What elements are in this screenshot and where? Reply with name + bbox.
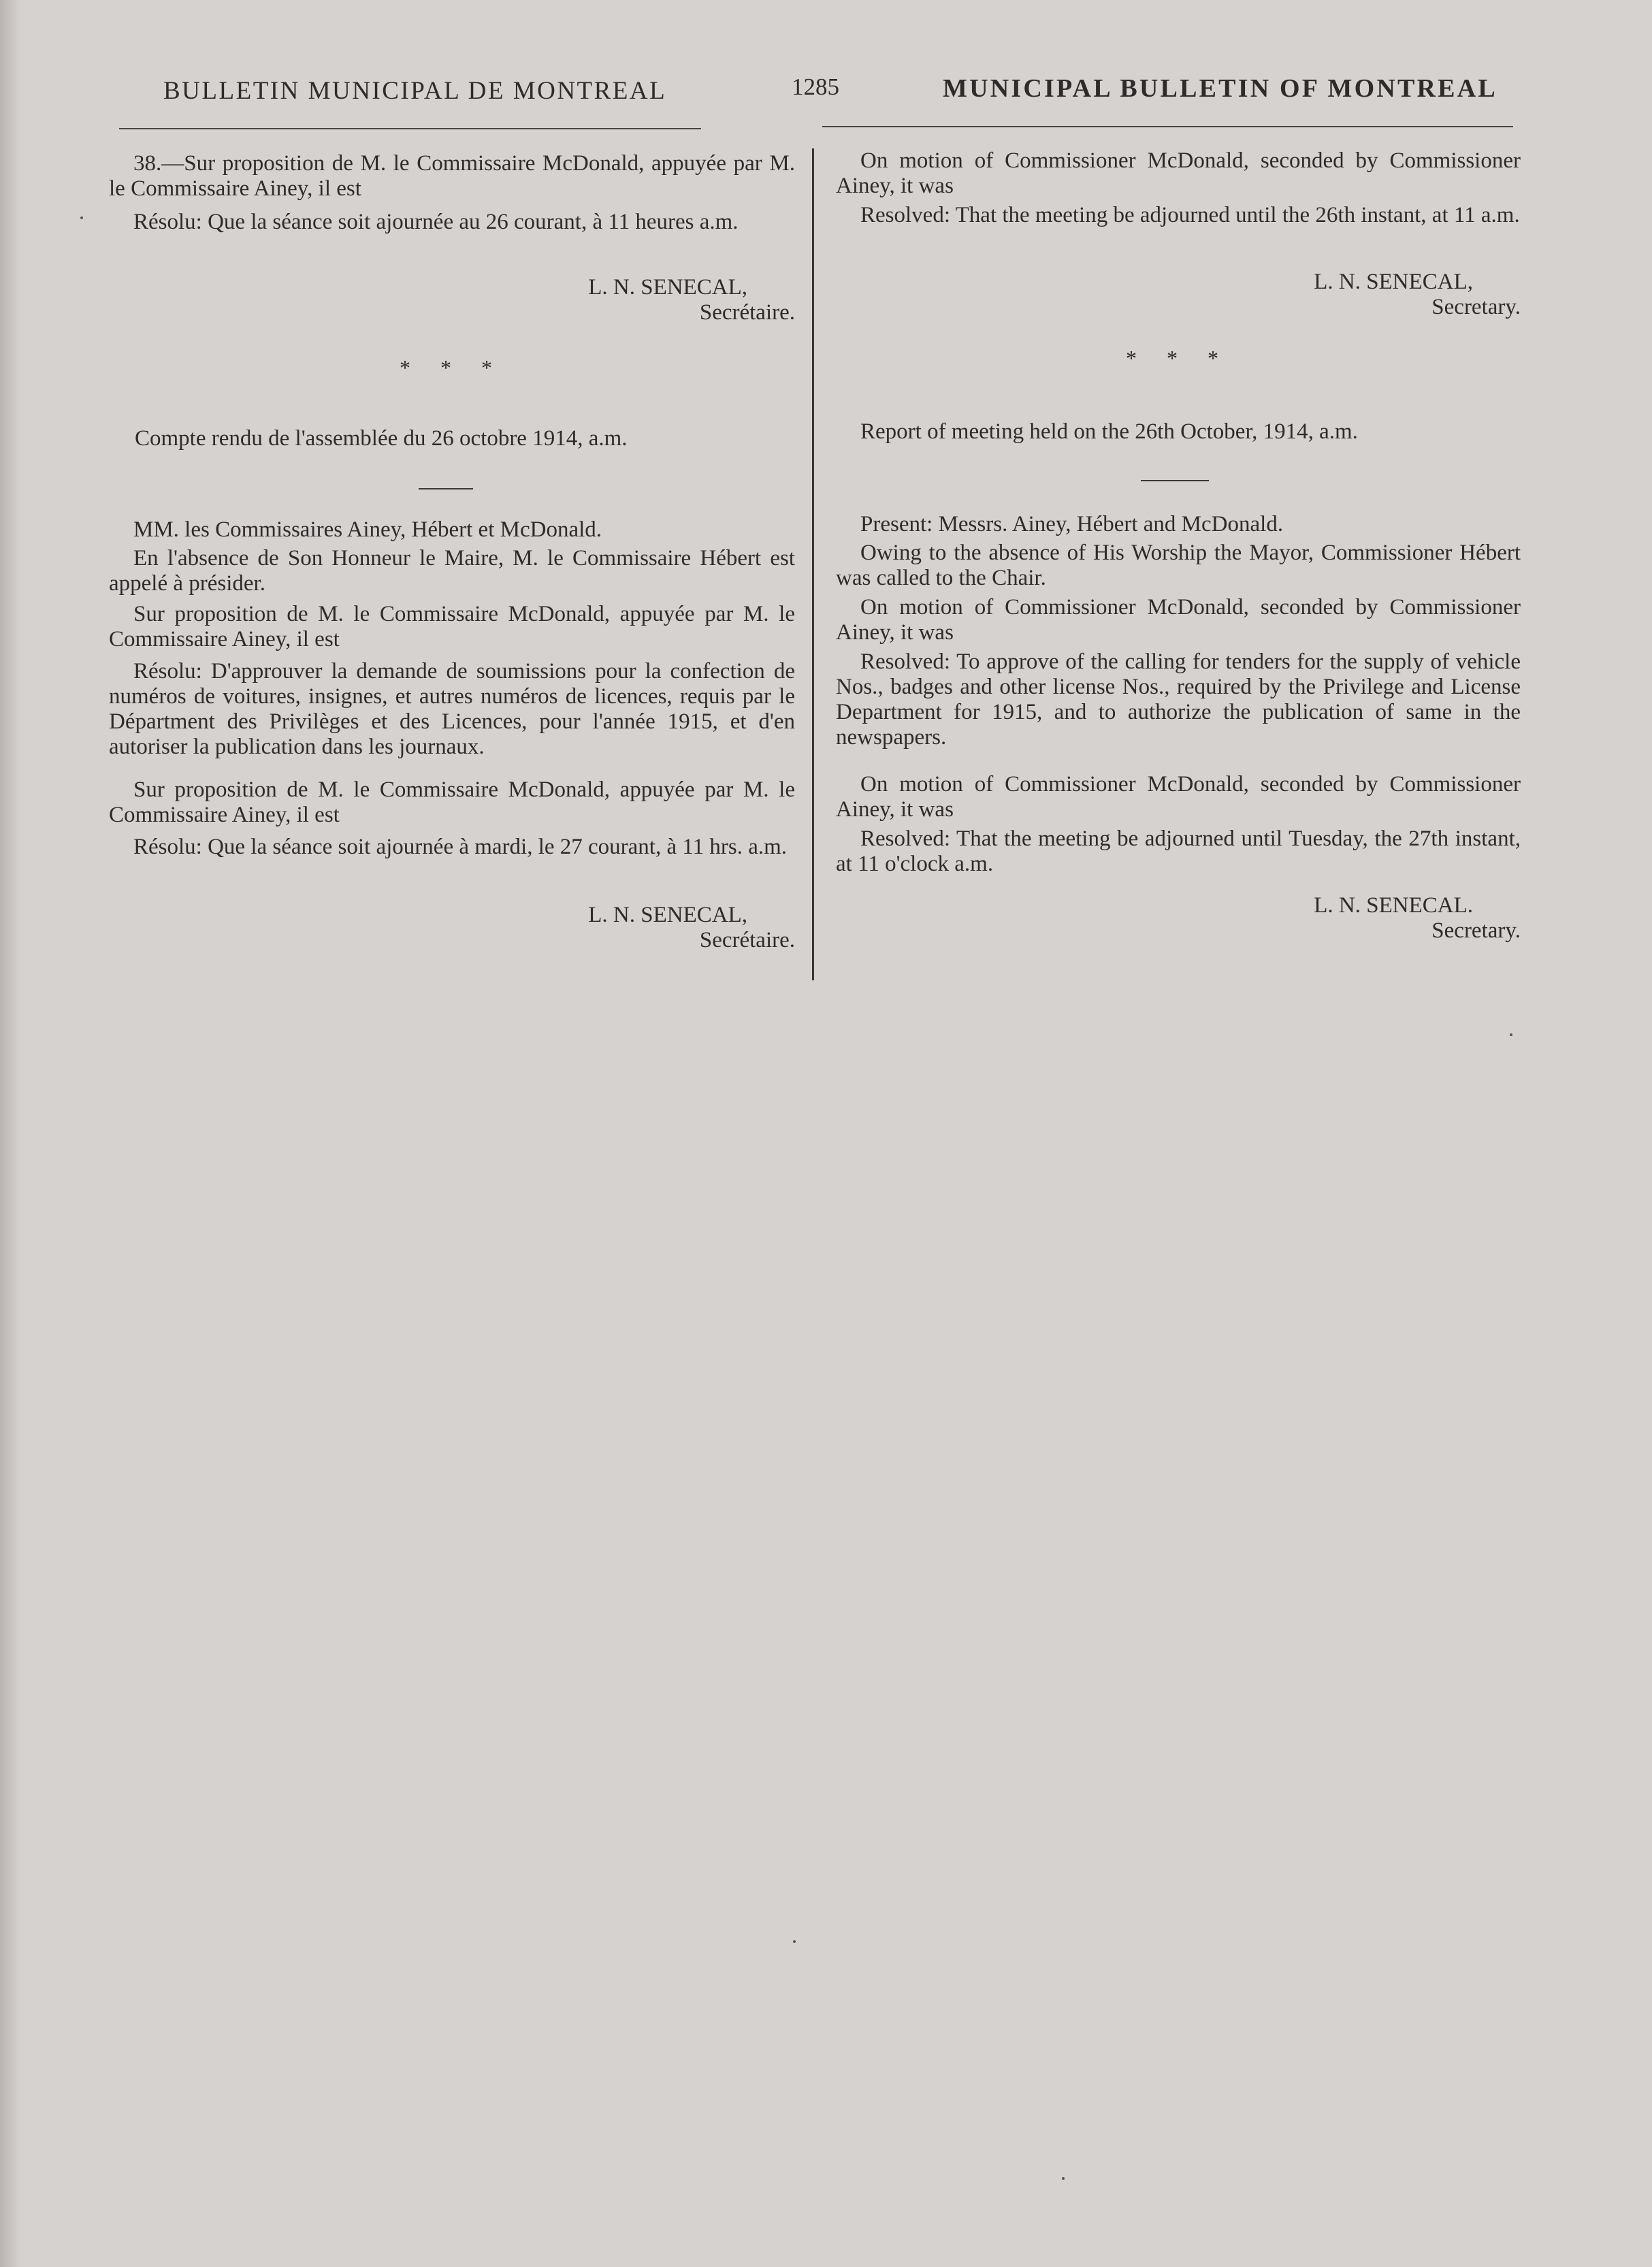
fr-resolution-2 (109, 659, 795, 760)
fr-signature-2 (109, 903, 795, 953)
en-absence (836, 541, 1521, 591)
paper-speck (80, 216, 83, 219)
fr-motion-2 (109, 602, 795, 652)
header-title-english: MUNICIPAL BULLETIN OF MONTREAL (943, 74, 1497, 103)
fr-motion-1 (109, 151, 795, 202)
en-motion-1-text: On motion of Commissioner McDonald, seconded by Commissioner Ainey, it was (836, 148, 1521, 198)
paper-speck (1062, 2177, 1065, 2180)
en-resolution-2 (836, 649, 1521, 750)
header-rule-right (822, 126, 1513, 127)
fr-signature-1 (109, 275, 795, 325)
en-resolution-2-text: Resolved: To approve of the calling for tenders for the supply of vehicle Nos., badges and other license Nos., required by the Privilege and License Department for 1915, and to authorize the publication of same in the newspapers. (836, 649, 1521, 750)
en-resolution-3-text: Resolved: That the meeting be adjourned until Tuesday, the 27th instant, at 11 o'clock a.m. (836, 826, 1521, 876)
fr-absence-text: En l'absence de Son Honneur le Maire, M. le Commissaire Hébert est appelé à présider. (109, 546, 795, 596)
en-present-text: Present: Messrs. Ainey, Hébert and McDonald. (860, 512, 1284, 536)
fr-resolution-1 (109, 210, 795, 235)
en-resolution-3 (836, 826, 1521, 877)
en-motion-2-text: On motion of Commissioner McDonald, seconded by Commissioner Ainey, it was (836, 595, 1521, 645)
en-signature-1-title: Secretary. (1431, 295, 1521, 319)
en-motion-2 (836, 595, 1521, 645)
fr-resolution-2-text: Résolu: D'approuver la demande de soumissions pour la confection de numéros de voitures, insignes, et autres numéros de licences, requis par le Départment des Privilèges et des Licences, pour l'année 1915, et d'en autoriser la publication dans les journaux. (109, 659, 795, 759)
en-separator: * * * (1126, 346, 1231, 370)
page-number: 1285 (792, 74, 839, 100)
en-motion-1 (836, 148, 1521, 199)
en-signature-2 (836, 893, 1521, 944)
fr-present (109, 517, 795, 543)
en-signature-1 (836, 270, 1521, 320)
fr-motion-3 (109, 777, 795, 828)
paper-speck (1510, 1033, 1512, 1036)
fr-motion-3-text: Sur proposition de M. le Commissaire McDonald, appuyée par M. le Commissaire Ainey, il est (109, 777, 795, 827)
en-present (836, 512, 1521, 537)
en-report-title-text: Report of meeting held on the 26th October, 1914, a.m. (860, 419, 1358, 444)
fr-report-title-text: Compte rendu de l'assemblée du 26 octobre 1914, a.m. (135, 426, 628, 451)
fr-report-title (109, 426, 795, 451)
en-short-rule (1141, 480, 1209, 481)
fr-signature-1-title: Secrétaire. (699, 300, 795, 325)
en-signature-2-title: Secretary. (1431, 918, 1521, 943)
en-signature-2-name: L. N. SENECAL. (1314, 893, 1473, 918)
fr-short-rule (419, 488, 473, 489)
column-divider (812, 148, 814, 980)
fr-signature-1-name: L. N. SENECAL, (588, 275, 747, 300)
fr-present-text: MM. les Commissaires Ainey, Hébert et McDonald. (133, 517, 602, 542)
fr-separator: * * * (400, 355, 504, 380)
fr-signature-2-name: L. N. SENECAL, (588, 903, 747, 927)
fr-resolution-3 (109, 835, 795, 860)
page-edge-shadow (0, 0, 20, 2267)
en-resolution-1 (836, 203, 1521, 228)
page-header (0, 68, 1652, 123)
fr-signature-2-title: Secrétaire. (699, 928, 795, 952)
paper-speck (793, 1940, 796, 1943)
fr-absence (109, 546, 795, 596)
header-title-french: BULLETIN MUNICIPAL DE MONTREAL (163, 77, 667, 105)
en-report-title (836, 419, 1521, 445)
fr-motion-2-text: Sur proposition de M. le Commissaire McDonald, appuyée par M. le Commissaire Ainey, il est (109, 602, 795, 652)
fr-motion-1-text: 38.—Sur proposition de M. le Commissaire McDonald, appuyée par M. le Commissaire Ainey, il est (109, 151, 795, 201)
header-rule-left (119, 128, 701, 129)
fr-resolution-1-text: Résolu: Que la séance soit ajournée au 26 courant, à 11 heures a.m. (133, 210, 739, 234)
en-motion-3-text: On motion of Commissioner McDonald, seconded by Commissioner Ainey, it was (836, 772, 1521, 822)
en-motion-3 (836, 772, 1521, 822)
en-signature-1-name: L. N. SENECAL, (1314, 270, 1473, 294)
fr-resolution-3-text: Résolu: Que la séance soit ajournée à mardi, le 27 courant, à 11 hrs. a.m. (133, 835, 788, 859)
en-resolution-1-text: Resolved: That the meeting be adjourned until the 26th instant, at 11 a.m. (860, 203, 1520, 227)
en-absence-text: Owing to the absence of His Worship the Mayor, Commissioner Hébert was called to the Chair. (836, 541, 1521, 590)
